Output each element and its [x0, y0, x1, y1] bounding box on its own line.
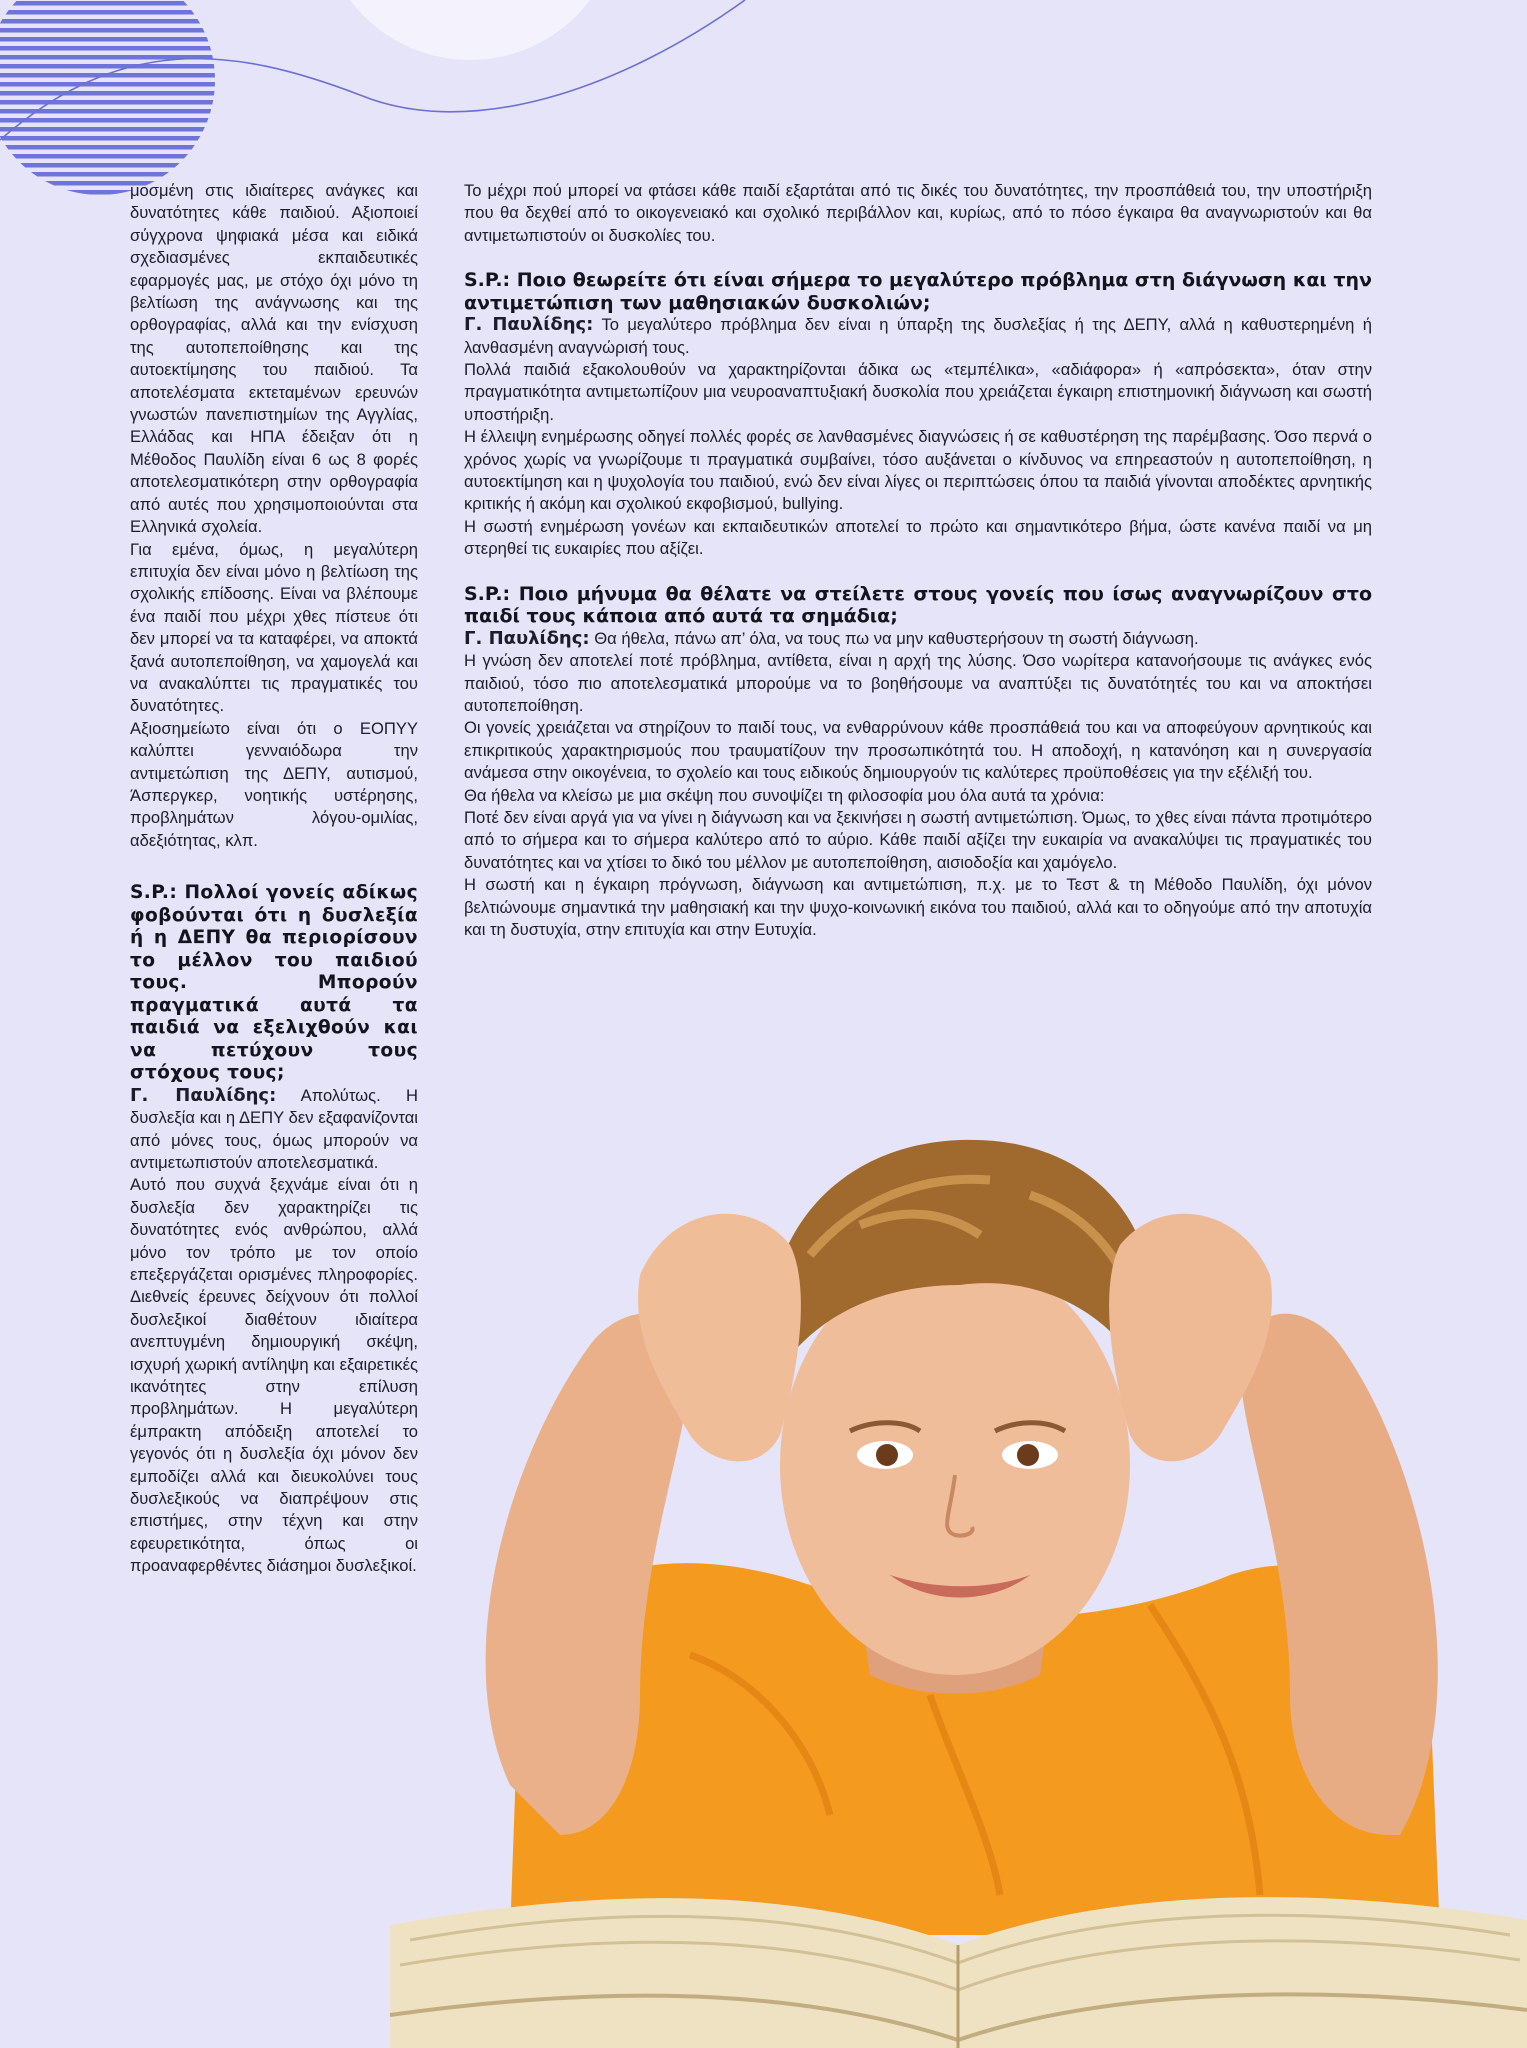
answer-2-paragraph-2: Η γνώση δεν αποτελεί ποτέ πρόβλημα, αντίθετα, είναι η αρχή της λύσης. Όσο νωρίτερα κατανοήσουμε τις ανάγκες ενός παιδιού, τόσο πιο αποτελεσματικά μπορούμε να το βοηθήσουμε να αναπτύξει τις δυνατότητές του και να αποκτήσει αυτοπεποίθηση. — [464, 651, 1372, 715]
boy-with-book-photo — [390, 1135, 1527, 2048]
left-column — [130, 180, 418, 1578]
header-decoration — [0, 0, 1527, 200]
answer-1-paragraph — [464, 314, 1372, 359]
interview-question: S.P.: Πολλοί γονείς αδίκως φοβούνται ότι η δυσλεξία ή η ΔΕΠΥ θα περιορίσουν το μέλλον του παιδιού τους. Μπορούν πραγματικά αυτά τα παιδιά να εξελιχθούν και να πετύχουν τους στόχους τους; — [130, 882, 418, 1084]
main-column — [464, 180, 1372, 941]
striped-circle-shape — [0, 0, 230, 195]
left-paragraph-3: Αξιοσημείωτο είναι ότι ο ΕΟΠΥΥ καλύπτει γενναιόδωρα την αντιμετώπιση της ΔΕΠΥ, αυτισμού, Άσπεργκερ, νοητικής υστέρησης, προβλημάτων λόγου-ομιλίας, αδεξιότητας, κλπ. — [130, 718, 418, 850]
answer-paragraph — [130, 1085, 418, 1175]
left-paragraph-2: Για εμένα, όμως, η μεγαλύτερη επιτυχία δεν είναι μόνο η βελτίωση της σχολικής επίδοσης. Είναι να βλέπουμε ένα παιδί που μέχρι χθες πίστευε ότι δεν μπορεί να τα καταφέρει, να αποκτά ξανά αυτοπεποίθηση, να χαμογελά και να ανακαλύπτει τις πραγματικές του δυνατότητες. — [130, 539, 418, 716]
intro-paragraph: Το μέχρι πού μπορεί να φτάσει κάθε παιδί εξαρτάται από τις δικές του δυνατότητες, την προσπάθειά του, την υποστήριξη που θα δεχθεί από το οικογενειακό και σχολικό περιβάλλον και, κυρίως, από το πόσο έγκαιρα θα αναγνωριστούν και θα αντιμετωπιστούν οι δυσκολίες του. — [464, 181, 1372, 245]
interview-question-1: S.P.: Ποιο θεωρείτε ότι είναι σήμερα το μεγαλύτερο πρόβλημα στη διάγνωση και την αντιμετώπιση των μαθησιακών δυσκολιών; — [464, 269, 1372, 314]
answer-2-paragraph-5: Ποτέ δεν είναι αργά για να γίνει η διάγνωση και να ξεκινήσει η σωστή αντιμετώπιση. Όμως, το χθες είναι πάντα προτιμότερο από το σήμερα και το σήμερα καλύτερο από το αύριο. Κάθε παιδί αξίζει την ευκαιρία να ανακαλύψει τις πραγματικές του δυνατότητες και να χτίσει το δικό του μέλλον με αυτοπεποίθηση, αισιοδοξία και χαμόγελο. — [464, 807, 1372, 872]
answer-2-paragraph-3: Οι γονείς χρειάζεται να στηρίζουν το παιδί τους, να ενθαρρύνουν κάθε προσπάθειά του και να αποφεύγουν αρνητικούς και επικριτικούς χαρακτηρισμούς που τραυματίζουν την προσωπικότητά του. Η αποδοχή, η κατανόηση και η συνεργασία ανάμεσα στην οικογένεια, το σχολείο και τους ειδικούς δημιουργούν τις καλύτερες προϋποθέσεις για την εξέλιξή του. — [464, 718, 1372, 783]
answer-1-paragraph-3: Η έλλειψη ενημέρωσης οδηγεί πολλές φορές σε λανθασμένες διαγνώσεις ή σε καθυστέρηση της παρέμβασης. Όσο περνά ο χρόνος χωρίς να γνωρίζουμε τι πραγματικά συμβαίνει, τόσο αυξάνεται ο κίνδυνος να επηρεαστούν η αυτοπεποίθηση, η αυτοεκτίμηση και η ψυχολογία του παιδιού, ενώ δεν είναι λίγες οι περιπτώσεις όπου τα παιδιά γίνονται αποδέκτες αρνητικής κριτικής ή ακόμη και σχολικού εκφοβισμού, bullying. — [464, 427, 1372, 514]
answer-2-paragraph — [464, 628, 1372, 650]
left-paragraph-1: μοσμένη στις ιδιαίτερες ανάγκες και δυνατότητες κάθε παιδιού. Αξιοποιεί σύγχρονα ψηφιακά μέσα και ειδικά σχεδιασμένες εκπαιδευτικές εφαρμογές μας, με στόχο όχι μόνο τη βελτίωση της ανάγνωσης και της ορθογραφίας, αλλά και την ενίσχυση της αυτοπεποίθησης και της αυτοεκτίμησης του παιδιού. Τα αποτελέσματα εκτεταμένων ερευνών γνωστών πανεπιστημίων της Αγγλίας, Ελλάδας και ΗΠΑ έδειξαν ότι η Μέθοδος Παυλίδη είναι 6 ως 8 φορές αποτελεσματικότερη στην ορθογραφία από αυτές που χρησιμοποιούνται στα Ελληνικά σχολεία. — [130, 181, 418, 537]
interview-question-2: S.P.: Ποιο μήνυμα θα θέλατε να στείλετε στους γονείς που ίσως αναγνωρίζουν στο παιδί τους κάποια από αυτά τα σημάδια; — [464, 582, 1372, 628]
left-eye-shape — [876, 1444, 898, 1466]
pale-circle-shape — [320, 0, 620, 60]
answer-1-paragraph-4: Η σωστή ενημέρωση γονέων και εκπαιδευτικών αποτελεί το πρώτο και σημαντικότερο βήμα, ώστε κανένα παιδί να μη στερηθεί τις ευκαιρίες που αξίζει. — [464, 516, 1372, 559]
speaker-name: Γ. Παυλίδης: — [464, 314, 594, 336]
answer-continuation: Αυτό που συχνά ξεχνάμε είναι ότι η δυσλεξία δεν χαρακτηρίζει τις δυνατότητες ενός ανθρώπου, αλλά μόνο τον τρόπο με τον οποίο επεξεργάζεται ορισμένες πληροφορίες. Διεθνείς έρευνες δείχνουν ότι πολλοί δυσλεξικοί διαθέτουν ιδιαίτερα ανεπτυγμένη δημιουργική σκέψη, ισχυρή χωρική αντίληψη και εξαιρετικές ικανότητες στην επίλυση προβλημάτων. Η μεγαλύτερη έμπρακτη απόδειξη αποτελεί το γεγονός ότι η δυσλεξία όχι μόνον δεν εμποδίζει αλλά και διευκολύνει τους δυσλεξικούς να διαπρέψουν στις επιστήμες, στην τέχνη και στην εφευρετικότητα, όπως οι προαναφερθέντες διάσημοι δυσλεξικοί. — [130, 1175, 418, 1576]
speaker-name: Γ. Παυλίδης: — [130, 1084, 277, 1106]
speaker-name: Γ. Παυλίδης: — [464, 627, 590, 649]
answer-1-paragraph-2: Πολλά παιδιά εξακολουθούν να χαρακτηρίζονται άδικα ως «τεμπέλικα», «αδιάφορα» ή «απρόσεκτα», όταν στην πραγματικότητα αντιμετωπίζουν μια νευροαναπτυξιακή δυσκολία που χρειάζεται έγκαιρη επιστημονική διάγνωση και σωστή υποστήριξη. — [464, 360, 1372, 424]
answer-2-text: Θα ήθελα, πάνω απ’ όλα, να τους πω να μην καθυστερήσουν τη σωστή διάγνωση. — [589, 628, 1199, 648]
answer-1-text: Το μεγαλύτερο πρόβλημα δεν είναι η ύπαρξη της δυσλεξίας ή της ΔΕΠΥ, αλλά η καθυστερημένη ή λανθασμένη αναγνώρισή τους. — [464, 315, 1372, 357]
answer-text: Απολύτως. Η δυσλεξία και η ΔΕΠΥ δεν εξαφανίζονται από μόνες τους, όμως μπορούν να αντιμετωπιστούν αποτελεσματικά. — [130, 1085, 418, 1172]
answer-2-paragraph-6: Η σωστή και η έγκαιρη πρόγνωση, διάγνωση και αντιμετώπιση, π.χ. με το Τεστ & τη Μέθοδο Παυλίδη, όχι μόνον βελτιώνουμε σημαντικά την μαθησιακή και την ψυχο-κοινωνική εικόνα του παιδιού, αλλά και το οδηγούμε από την αποτυχία και τη δυστυχία, στην επιτυχία και στην Ευτυχία. — [464, 875, 1372, 939]
right-eye-shape — [1017, 1444, 1039, 1466]
answer-2-paragraph-4: Θα ήθελα να κλείσω με μια σκέψη που συνοψίζει τη φιλοσοφία μου όλα αυτά τα χρόνια: — [464, 785, 1105, 805]
